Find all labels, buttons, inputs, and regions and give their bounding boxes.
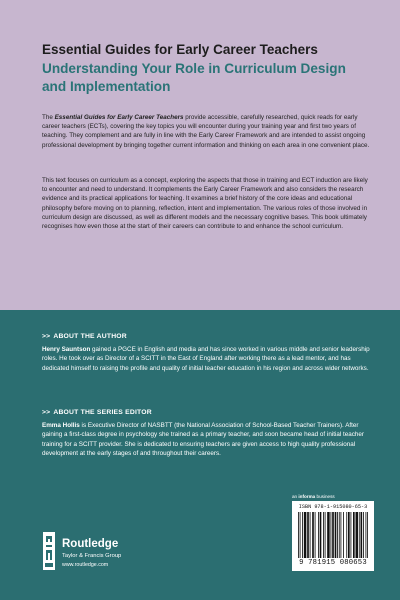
barcode-bar	[361, 512, 363, 558]
barcode-bar	[367, 512, 368, 558]
barcode-bar	[307, 512, 309, 558]
author-bio	[42, 345, 372, 373]
isbn-barcode	[292, 501, 374, 571]
routledge-tower-icon	[42, 532, 56, 570]
barcode-bar	[346, 512, 347, 558]
barcode-bar	[337, 512, 338, 558]
barcode-digits: 9 781915 080653	[299, 559, 367, 567]
barcode-bar	[351, 512, 352, 558]
about-author-heading	[42, 332, 372, 341]
publisher-url[interactable]: www.routledge.com	[62, 562, 109, 568]
description-p1-before: The	[42, 114, 55, 121]
editor-name: Emma Hollis	[42, 422, 80, 429]
book-title: Understanding Your Role in Curriculum Design and Implementation	[42, 61, 346, 94]
description-p1-after: provide accessible, carefully researched, quick reads for early career teachers (ECTs), covering the key topics you will encounter during your training year and first two years of teaching. They complement and are fully in line with the Early Career Framework and are intended to assist ongoing professional development by bringing together current information and thinking on each area in one convenient place.	[42, 114, 370, 149]
series-title: Essential Guides for Early Career Teachers	[42, 42, 318, 57]
publisher-group: Taylor & Francis Group	[62, 553, 122, 559]
informa-business-label	[292, 494, 335, 499]
author-name: Henry Sauntson	[42, 346, 91, 353]
barcode-bar	[341, 512, 342, 558]
barcode-bar	[363, 512, 364, 558]
barcode-bar	[339, 512, 340, 558]
barcode-bar	[304, 512, 307, 558]
double-chevron-icon: >>	[42, 409, 51, 416]
about-author-heading-text: ABOUT THE AUTHOR	[53, 333, 127, 340]
description-paragraph-1	[42, 113, 372, 150]
barcode-bar	[318, 512, 319, 558]
barcode-bar	[366, 512, 367, 558]
barcode-bar	[315, 512, 316, 558]
barcode-bar	[310, 512, 311, 558]
informa-prefix: an	[292, 494, 299, 499]
barcode-bar	[323, 512, 324, 558]
barcode-bar	[335, 512, 337, 558]
about-editor-heading-text: ABOUT THE SERIES EDITOR	[53, 409, 152, 416]
series-name-emphasis: Essential Guides for Early Career Teachers	[54, 114, 184, 121]
publisher-name: Routledge	[62, 538, 119, 550]
barcode-bar	[300, 512, 301, 558]
barcode-bar	[298, 512, 299, 558]
barcode-bar	[331, 512, 332, 558]
informa-brand: informa	[298, 494, 316, 499]
informa-suffix: business	[315, 494, 335, 499]
barcode-bar	[320, 512, 322, 558]
author-bio-text: gained a PGCE in English and media and has since worked in various middle and senior leadership roles. He took over as Director of a SCITT in the East of England after working there as a lead mentor, and has dedicated himself to raising the profile and quality of initial teacher education in his region and across wider networks.	[42, 346, 370, 372]
barcode-bar	[348, 512, 350, 558]
isbn-number: ISBN 978-1-915080-65-3	[298, 504, 368, 510]
barcode-bar	[353, 512, 355, 558]
barcode-bar	[359, 512, 360, 558]
barcode-bar	[356, 512, 359, 558]
about-editor-heading	[42, 408, 372, 417]
editor-bio-text: is Executive Director of NASBTT (the National Association of School-Based Teacher Trainers). After gaining a first-class degree in psychology she trained as a primary teacher, and soon became head of initial teacher training for a SCITT provider. She is dedicated to ensuring teachers are given access to high quality professional development at the early stages of and throughout their careers.	[42, 422, 365, 457]
barcode-bars	[298, 512, 368, 558]
barcode-bar	[325, 512, 326, 558]
double-chevron-icon: >>	[42, 333, 51, 340]
editor-bio	[42, 421, 372, 458]
barcode-bar	[302, 512, 303, 558]
barcode-bar	[312, 512, 314, 558]
barcode-bar	[332, 512, 334, 558]
barcode-bar	[343, 512, 344, 558]
barcode-bar	[327, 512, 330, 558]
description-paragraph-2: This text focuses on curriculum as a concept, exploring the aspects that those in training and ECT induction are likely to encounter and need to understand. It complements the Early Career Framework and also considers the research evidence and its practical applications for teaching. It examines a brief history of the core ideas and educational philosophy before moving on to planning, reflection, intent and implementation. The various roles of those involved in curriculum design are discussed, as well as different models and the necessary cognitive bases. This book ultimately recognises how even those at the start of their careers can contribute to and enhance the school curriculum.	[42, 177, 368, 231]
